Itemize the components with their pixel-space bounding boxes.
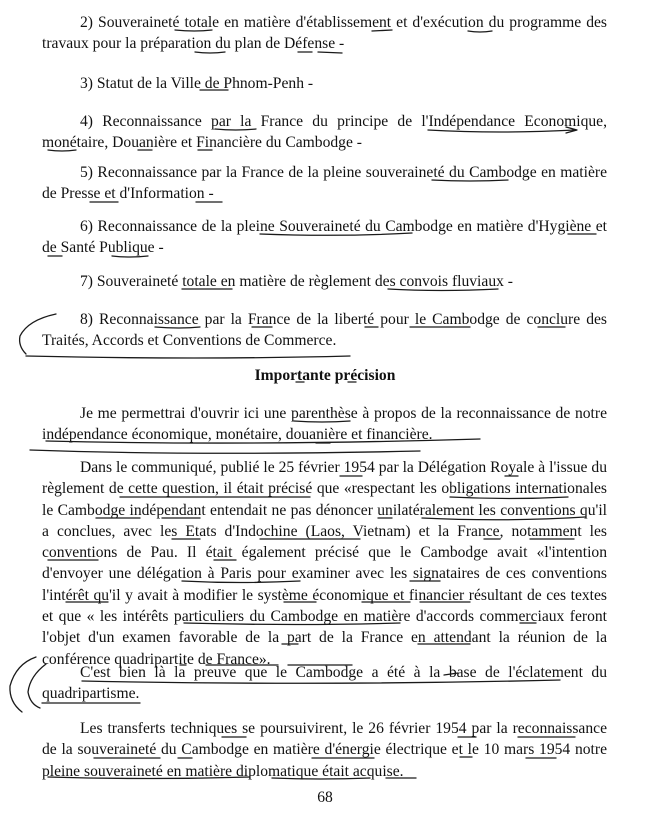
paragraph-communique: Dans le communiqué, publié le 25 février 1954 par la Délégation Royale à l'issue du règlement de cette question, il était précisé que «respectant les obligations internationales le Cambodge indépendant entendait ne pas dénoncer unilatéralement les conventions qu'il a conclues, avec les Etats d'Indochine (Laos, Vietnam) et la France, notamment les conventions de Pau. Il était également précisé que le Cambodge avait «l'intention d'envoyer une délégation à Paris pour examiner avec les signataires de ces conventions l'intérêt qu'il y avait à modifier le système économique et financier résultant de ces textes et que « les intérêts particuliers du Cambodge en matière d'accords commerciaux feront l'objet d'un examen favorable de la part de la France en attendant la réunion de la conférence quadripartite de France». xyxy=(42,459,607,668)
underline-mark xyxy=(30,450,420,453)
bracket-mark xyxy=(10,657,36,712)
list-item-6: 6) Reconnaissance de la pleine Souveraineté du Cambodge en matière d'Hygiène et de Santé Publique - xyxy=(42,218,607,257)
underline-mark xyxy=(26,356,350,358)
list-item-2: 2) Souveraineté totale en matière d'établissement et d'exécution du programme des travaux pour la préparation du plan de Défense - xyxy=(42,14,607,53)
list-item-4: 4) Reconnaissance par la France du principe de l'Indépendance Economique, monétaire, Douanière et Financière du Cambodge - xyxy=(42,113,607,152)
paragraph-quadripartisme: C'est bien là la preuve que le Cambodge a été à la base de l'éclatement du quadripartisme. xyxy=(42,664,607,703)
paragraph-parenthese: Je me permettrai d'ouvrir ici une parenthèse à propos de la reconnaissance de notre indépendance économique, monétaire, douanière et financière. xyxy=(42,405,607,444)
list-item-8: 8) Reconnaissance par la France de la liberté pour le Cambodge de conclure des Traités, Accords et Conventions de Commerce. xyxy=(42,311,607,350)
list-item-7: 7) Souveraineté totale en matière de règlement des convois fluviaux - xyxy=(80,273,514,290)
list-item-5: 5) Reconnaissance par la France de la pleine souveraineté du Cambodge en matière de Presse et d'Information - xyxy=(42,164,607,203)
page-number: 68 xyxy=(317,789,333,806)
section-heading: Importante précision xyxy=(254,367,396,384)
paragraph-transferts: Les transferts techniques se poursuivirent, le 26 février 1954 par la reconnaissance de la souveraineté du Cambodge en matière d'énergie électrique et le 10 mars 1954 notre pleine souveraineté en matière diplomatique était acquise. xyxy=(42,720,607,780)
list-item-3: 3) Statut de la Ville de Phnom-Penh - xyxy=(80,75,314,92)
